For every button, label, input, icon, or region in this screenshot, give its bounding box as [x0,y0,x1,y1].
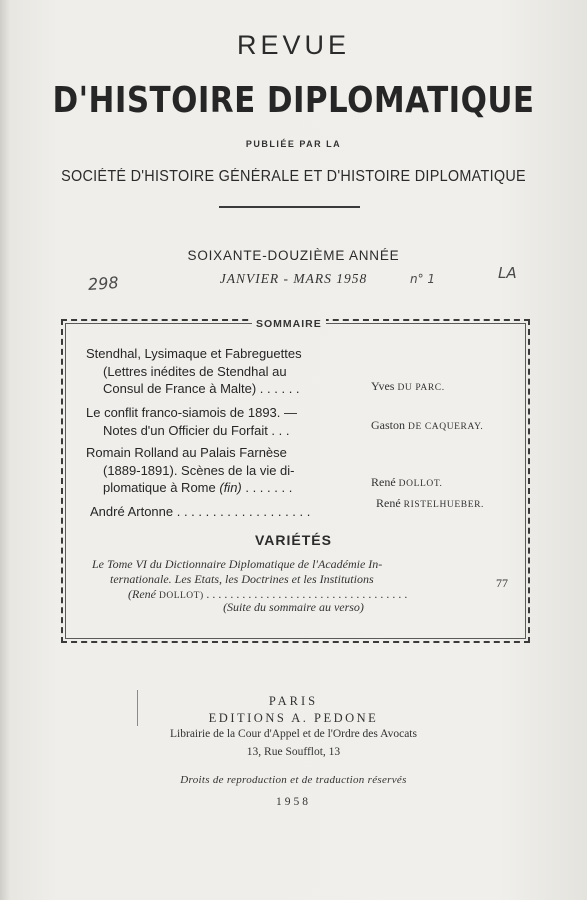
entry-line: Romain Rolland au Palais Farnèse [86,445,287,460]
leader-dots: . . . . . . . . . . . . . . . . . . . . . . . . . . . . . . . . . . [203,587,408,601]
title-divider [219,206,360,208]
paren-open: (René [128,587,159,601]
summary-entry-3 [86,444,295,497]
published-by-label: PUBLIÉE PAR LA [245,139,342,149]
entry-line: André Artonne . . . . . . . . . . . . . . . . . . . [90,504,311,519]
handwritten-issue-note: n° 1 [410,272,436,286]
varietes-line: Le Tome VI du Dictionnaire Diplomatique de l'Académie In- [92,557,383,571]
revue-heading: REVUE [236,30,351,60]
author-last-name: RISTELHUEBER. [403,500,485,510]
author-last-name: DE CAQUERAY. [408,422,484,432]
entry-author-2 [371,418,483,433]
continued-note: (Suite du sommaire au verso) [223,600,364,614]
author-first-name: Gaston [371,418,405,432]
entry-author-1 [371,379,445,394]
varietes-heading: VARIÉTÉS [255,532,332,548]
entry-line-with-fin [86,479,295,497]
rights-notice: Droits de reproduction et de traduction réservés [180,774,407,786]
author-last-name: DU PARC. [397,383,445,393]
leader-dots: . . . . . . . [241,480,293,495]
entry-line: (1889-1891). Scènes de la vie di- [103,462,295,478]
society-name: SOCIÉTÉ D'HISTOIRE GÉNÉRALE ET D'HISTOIRE DIPLOMATIQUE [61,168,526,185]
author-first-name: Yves [371,379,395,393]
entry-author-4 [376,496,484,511]
imprint-year: 1958 [276,796,311,808]
spine-shadow [0,0,10,900]
imprint-publisher: EDITIONS A. PEDONE [208,711,379,725]
fin-marker: (fin) [219,480,242,495]
entry-line: (Lettres inédites de Stendhal au [103,363,287,379]
entry-line-text: plomatique à Rome [103,480,216,495]
handwritten-number: 298 [87,272,120,295]
imprint-librairie: Librairie de la Cour d'Appel et de l'Ordre des Avocats [170,728,417,740]
entry-author-3 [371,475,443,490]
author-first-name: René [376,496,401,510]
entry-line: Notes d'un Officier du Forfait . . . [103,422,290,438]
summary-label: SOMMAIRE [252,318,326,330]
varietes-page-number: 77 [496,576,508,590]
handwritten-mark: LA [498,264,517,282]
journal-title: D'HISTOIRE DIPLOMATIQUE [52,80,535,121]
author-last-name: DOLLOT. [398,479,443,489]
issue-period: JANVIER - MARS 1958 [219,271,368,286]
summary-entry-1 [86,345,302,398]
entry-line: Stendhal, Lysimaque et Fabreguettes [86,346,302,361]
summary-entry-4 [90,503,310,521]
entry-line: Consul de France à Malte) . . . . . . [103,381,300,396]
imprint-city: PARIS [268,694,319,708]
summary-entry-2 [86,404,297,439]
varietes-author-name: DOLLOT) [158,591,204,601]
varietes-line: ternationale. Les Etats, les Doctrines et les Institutions [110,572,374,586]
entry-line: Le conflit franco-siamois de 1893. — [86,405,297,420]
author-first-name: René [371,475,396,489]
varietes-entry [92,557,512,604]
imprint-address: 13, Rue Soufflot, 13 [246,746,341,758]
issue-year-label: SOIXANTE-DOUZIÈME ANNÉE [187,248,400,263]
